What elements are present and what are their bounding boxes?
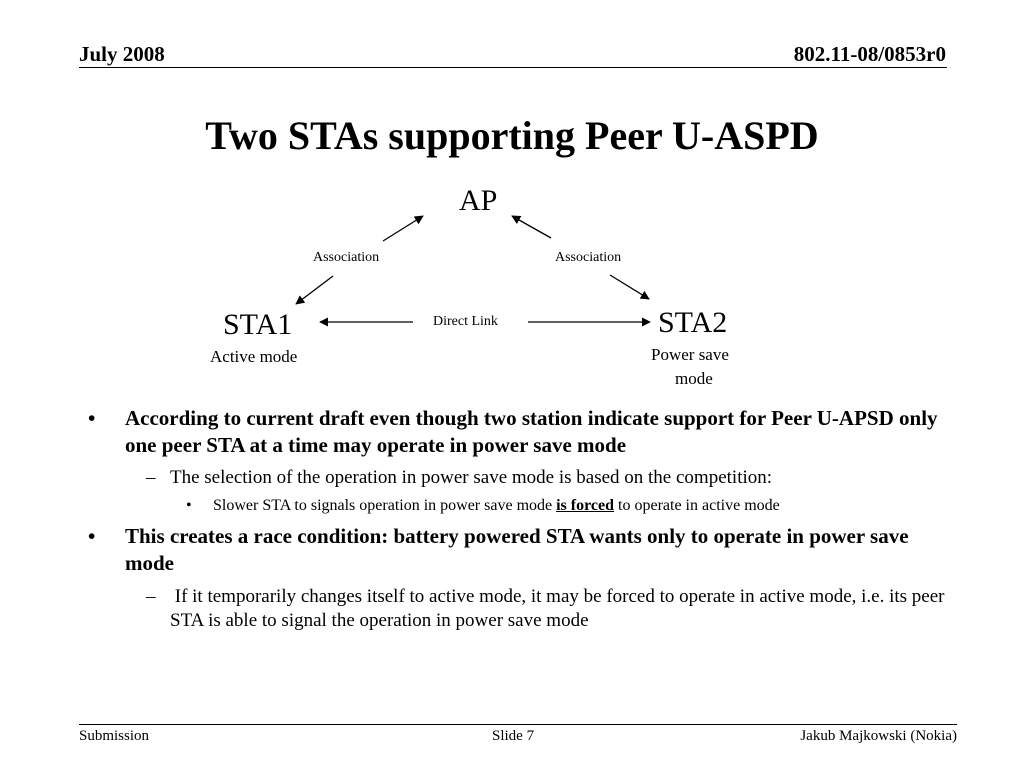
subsub-text-end: to operate in active mode — [614, 497, 780, 514]
sta1-mode-label: Active mode — [210, 347, 298, 366]
arrow-sta2-to-ap — [512, 216, 551, 238]
sta1-node-label: STA1 — [223, 308, 293, 341]
arrow-ap-to-sta2 — [610, 275, 649, 299]
association-left-label: Association — [313, 250, 380, 265]
footer-author: Jakub Majkowski (Nokia) — [800, 728, 957, 744]
bullet-marker: • — [88, 406, 96, 430]
ap-node-label: AP — [459, 184, 498, 217]
slide-title: Two STAs supporting Peer U-ASPD — [205, 113, 819, 158]
bullet-2-sub-text: If it temporarily changes itself to active mode, it may be forced to operate in active mode, i.e. its peer STA is able to signal the operation in power save mode — [170, 586, 950, 631]
direct-link-label: Direct Link — [433, 314, 498, 329]
sub-bullet-marker: – — [146, 467, 156, 488]
arrow-ap-to-sta1 — [296, 276, 333, 304]
header-doc-id: 802.11-08/0853r0 — [793, 42, 946, 66]
emphasis-is-forced: is forced — [556, 497, 615, 514]
sub-bullet-marker: – — [146, 586, 156, 607]
arrow-sta1-to-ap — [383, 216, 423, 241]
bullet-marker: • — [88, 524, 96, 548]
footer-submission: Submission — [79, 728, 150, 744]
sta2-mode-label-line1: Power save — [651, 345, 729, 364]
bullet-1-sub-text: The selection of the operation in power save mode is based on the competition: — [170, 467, 773, 488]
association-right-label: Association — [555, 250, 622, 265]
bullet-1-subsub-text — [213, 496, 973, 516]
bullet-1-text: According to current draft even though two station indicate support for Peer U-APSD only one peer STA at a time may operate in power save mode — [125, 406, 938, 457]
sub-sub-bullet-marker: • — [186, 497, 192, 514]
bullet-2-text: This creates a race condition: battery powered STA wants only to operate in power save mode — [125, 524, 909, 575]
sta2-mode-label-line2: mode — [675, 369, 713, 388]
footer-rule — [79, 724, 957, 725]
sta2-node-label: STA2 — [658, 306, 728, 339]
subsub-text-start: Slower STA to signals operation in power save mode — [213, 497, 557, 514]
header-date: July 2008 — [79, 42, 165, 66]
footer-slide-number: Slide 7 — [492, 728, 535, 744]
